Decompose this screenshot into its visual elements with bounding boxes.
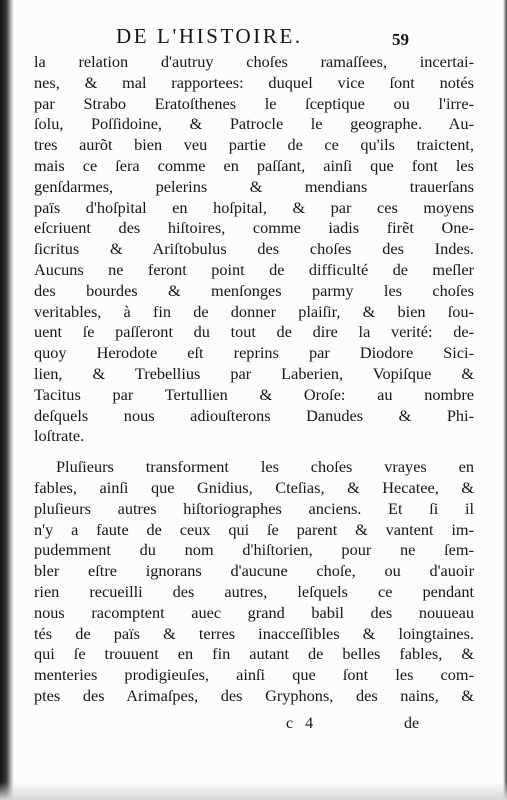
text-line: par Strabo Eratoſthenes le ſceptique ou l'irre-: [34, 93, 474, 113]
text-line: loſtrate.: [34, 426, 85, 446]
catchword: de: [404, 715, 420, 732]
text-line: deſquels nous adiouſterons Danudes & Phi-: [34, 405, 474, 425]
page-bottom-shadow: [0, 782, 507, 800]
text-line: bler eſtre ignorans d'aucune choſe, ou d'auoir: [34, 561, 474, 581]
text-line: quoy Herodote eſt reprins par Diodore Sici-: [34, 343, 474, 363]
text-line: ſicritus & Ariſtobulus des choſes des Indes.: [34, 239, 474, 259]
text-line: ſolu, Poſſidoine, & Patrocle le geographe. Au-: [34, 114, 474, 134]
text-line: eſcriuent des hiſtoires, comme iadis firẽt One-: [34, 218, 474, 238]
text-line: pudemment du nom d'hiſtorien, pour ne ſem-: [34, 540, 474, 560]
text-line: genſdarmes, pelerins & mendians trauerſans: [34, 176, 474, 196]
text-line: la relation d'autruy choſes ramaſſees, incertai-: [34, 52, 474, 71]
text-line: lien, & Trebellius par Laberien, Vopiſque &: [34, 363, 474, 383]
text-line: nes, & mal rapportees: duquel vice ſont notés: [34, 72, 474, 92]
text-line: nous racomptent auec grand babil des nouueau: [34, 602, 474, 622]
text-line: Aucuns ne feront point de difficulté de meſler: [34, 259, 474, 279]
text-line: uent ſe paſſeront du tout de dire la verité: de-: [34, 322, 474, 342]
text-line: rien recueilli des autres, leſquels ce pendant: [34, 581, 474, 601]
text-line: tés de païs & terres inacceſſibles & loingtaines.: [34, 623, 474, 643]
page-header: [0, 24, 507, 50]
signature-mark: c 4: [286, 715, 318, 732]
paragraph: [34, 52, 474, 447]
text-line: fables, ainſi que Gnidius, Cteſias, & Hecatee, &: [34, 477, 474, 497]
text-line: n'y a faute de ceux qui ſe parent & vantent im-: [34, 519, 474, 539]
text-line: mais ce ſera comme en paſſant, ainſi que font les: [34, 155, 474, 175]
paragraph: [34, 457, 474, 707]
page-footer: [0, 715, 507, 739]
text-line: Pluſieurs transforment les choſes vrayes en: [56, 457, 474, 477]
paragraph-gap: [34, 447, 474, 457]
text-line: des bourdes & menſonges parmy les choſes: [34, 280, 474, 300]
text-line: menteries prodigieuſes, ainſi que ſont les com-: [34, 665, 474, 685]
binding-shadow: [0, 0, 14, 800]
running-title: DE L'HISTOIRE.: [116, 24, 303, 48]
text-line: Tacitus par Tertullien & Oroſe: au nombre: [34, 384, 474, 404]
text-line: ptes des Arimaſpes, des Gryphons, des nains, &: [34, 685, 474, 705]
page-number: 59: [392, 30, 409, 49]
body-text: [34, 52, 474, 707]
text-line: qui ſe trouuent en fin autant de belles fables, &: [34, 644, 474, 664]
text-line: païs d'hoſpital en hoſpital, & par ces moyens: [34, 197, 474, 217]
text-line: pluſieurs autres hiſtoriographes anciens. Et ſi il: [34, 498, 474, 518]
page-edge-shadow: [503, 0, 507, 800]
text-line: veritables, à fin de donner plaiſir, & bien ſou-: [34, 301, 474, 321]
text-line: tres aurõt bien veu partie de ce qu'ils traictent,: [34, 135, 474, 155]
